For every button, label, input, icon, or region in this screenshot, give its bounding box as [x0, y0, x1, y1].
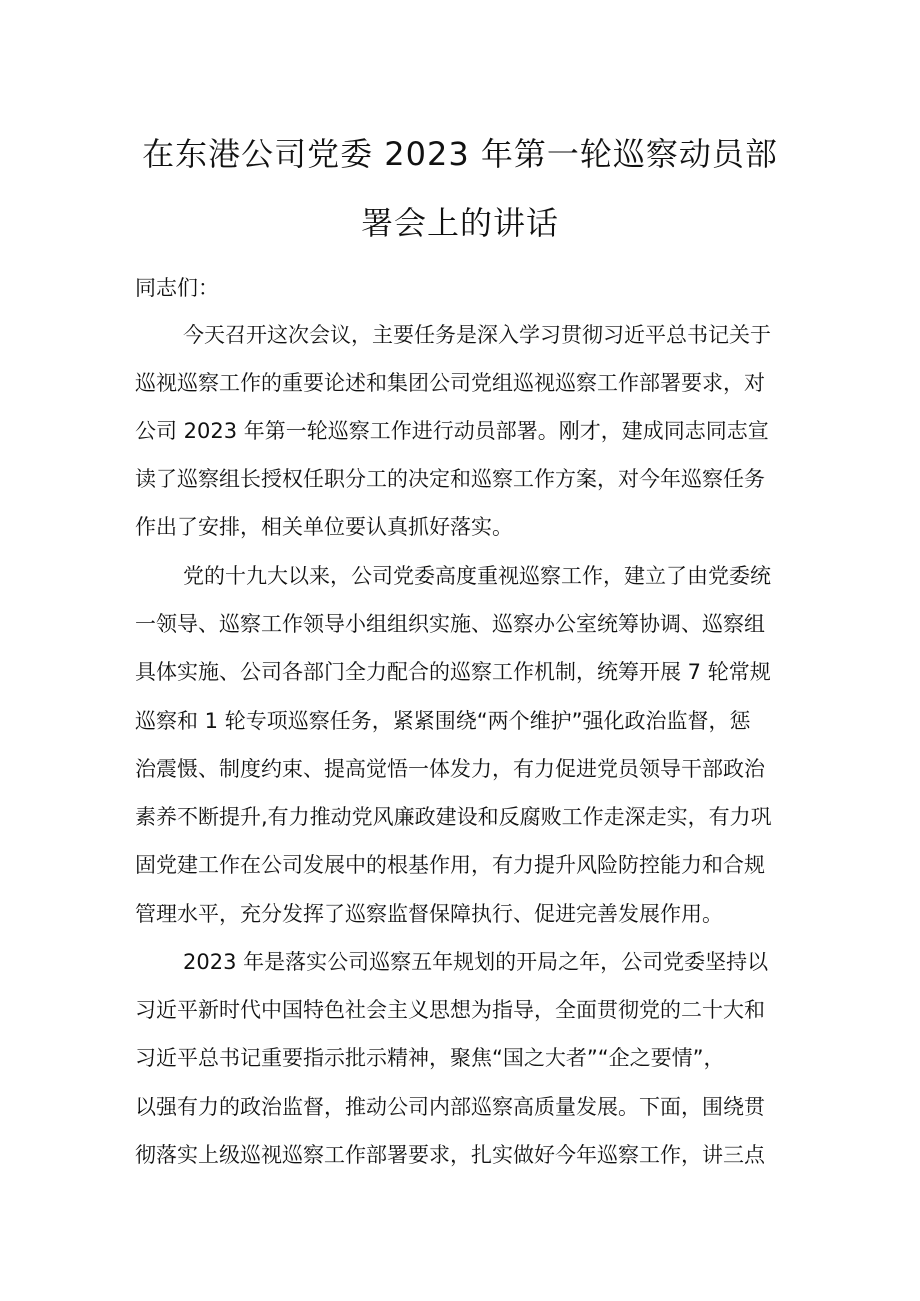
paragraph-line: 习近平新时代中国特色社会主义思想为指导，全面贯彻党的二十大和 [135, 998, 765, 1022]
paragraph-line: 公司 2023 年第一轮巡察工作进行动员部署。刚才，建成同志同志宣 [135, 419, 769, 443]
paragraph-line: 治震慑、制度约束、提高觉悟一体发力，有力促进党员领导干部政治 [135, 757, 765, 781]
paragraph-line: 习近平总书记重要指示批示精神，聚焦“国之大者”“企之要情”， [135, 1046, 725, 1070]
paragraph-line: 作出了安排，相关单位要认真抓好落实。 [135, 515, 513, 539]
paragraph-line: 彻落实上级巡视巡察工作部署要求，扎实做好今年巡察工作，讲三点 [135, 1143, 765, 1167]
paragraph-line: 党的十九大以来，公司党委高度重视巡察工作，建立了由党委统 [183, 564, 771, 588]
paragraph-line: 固党建工作在公司发展中的根基作用，有力提升风险防控能力和合规 [135, 853, 765, 877]
paragraph-line: 素养不断提升,有力推动党风廉政建设和反腐败工作走深走实，有力巩 [135, 805, 772, 829]
document-title-line-2: 署会上的讲话 [360, 204, 559, 242]
paragraph-line: 今天召开这次会议，主要任务是深入学习贯彻习近平总书记关于 [183, 323, 771, 347]
paragraph-line: 以强有力的政治监督，推动公司内部巡察高质量发展。下面，围绕贯 [135, 1095, 765, 1119]
paragraph-line: 具体实施、公司各部门全力配合的巡察工作机制，统筹开展 7 轮常规 [135, 660, 771, 684]
paragraph-line: 2023 年是落实公司巡察五年规划的开局之年，公司党委坚持以 [183, 950, 769, 974]
paragraph-line: 管理水平，充分发挥了巡察监督保障执行、促进完善发展作用。 [135, 902, 723, 926]
paragraph-line: 一领导、巡察工作领导小组组织实施、巡察办公室统筹协调、巡察组 [135, 612, 765, 636]
salutation: 同志们： [135, 276, 219, 300]
paragraph-line: 巡察和 1 轮专项巡察任务，紧紧围绕“两个维护”强化政治监督，惩 [135, 709, 751, 733]
paragraph-line: 巡视巡察工作的重要论述和集团公司党组巡视巡察工作部署要求，对 [135, 371, 765, 395]
paragraph-line: 读了巡察组长授权任职分工的决定和巡察工作方案，对今年巡察任务 [135, 467, 765, 491]
document-title-line-1: 在东港公司党委 2023 年第一轮巡察动员部 [142, 135, 778, 173]
